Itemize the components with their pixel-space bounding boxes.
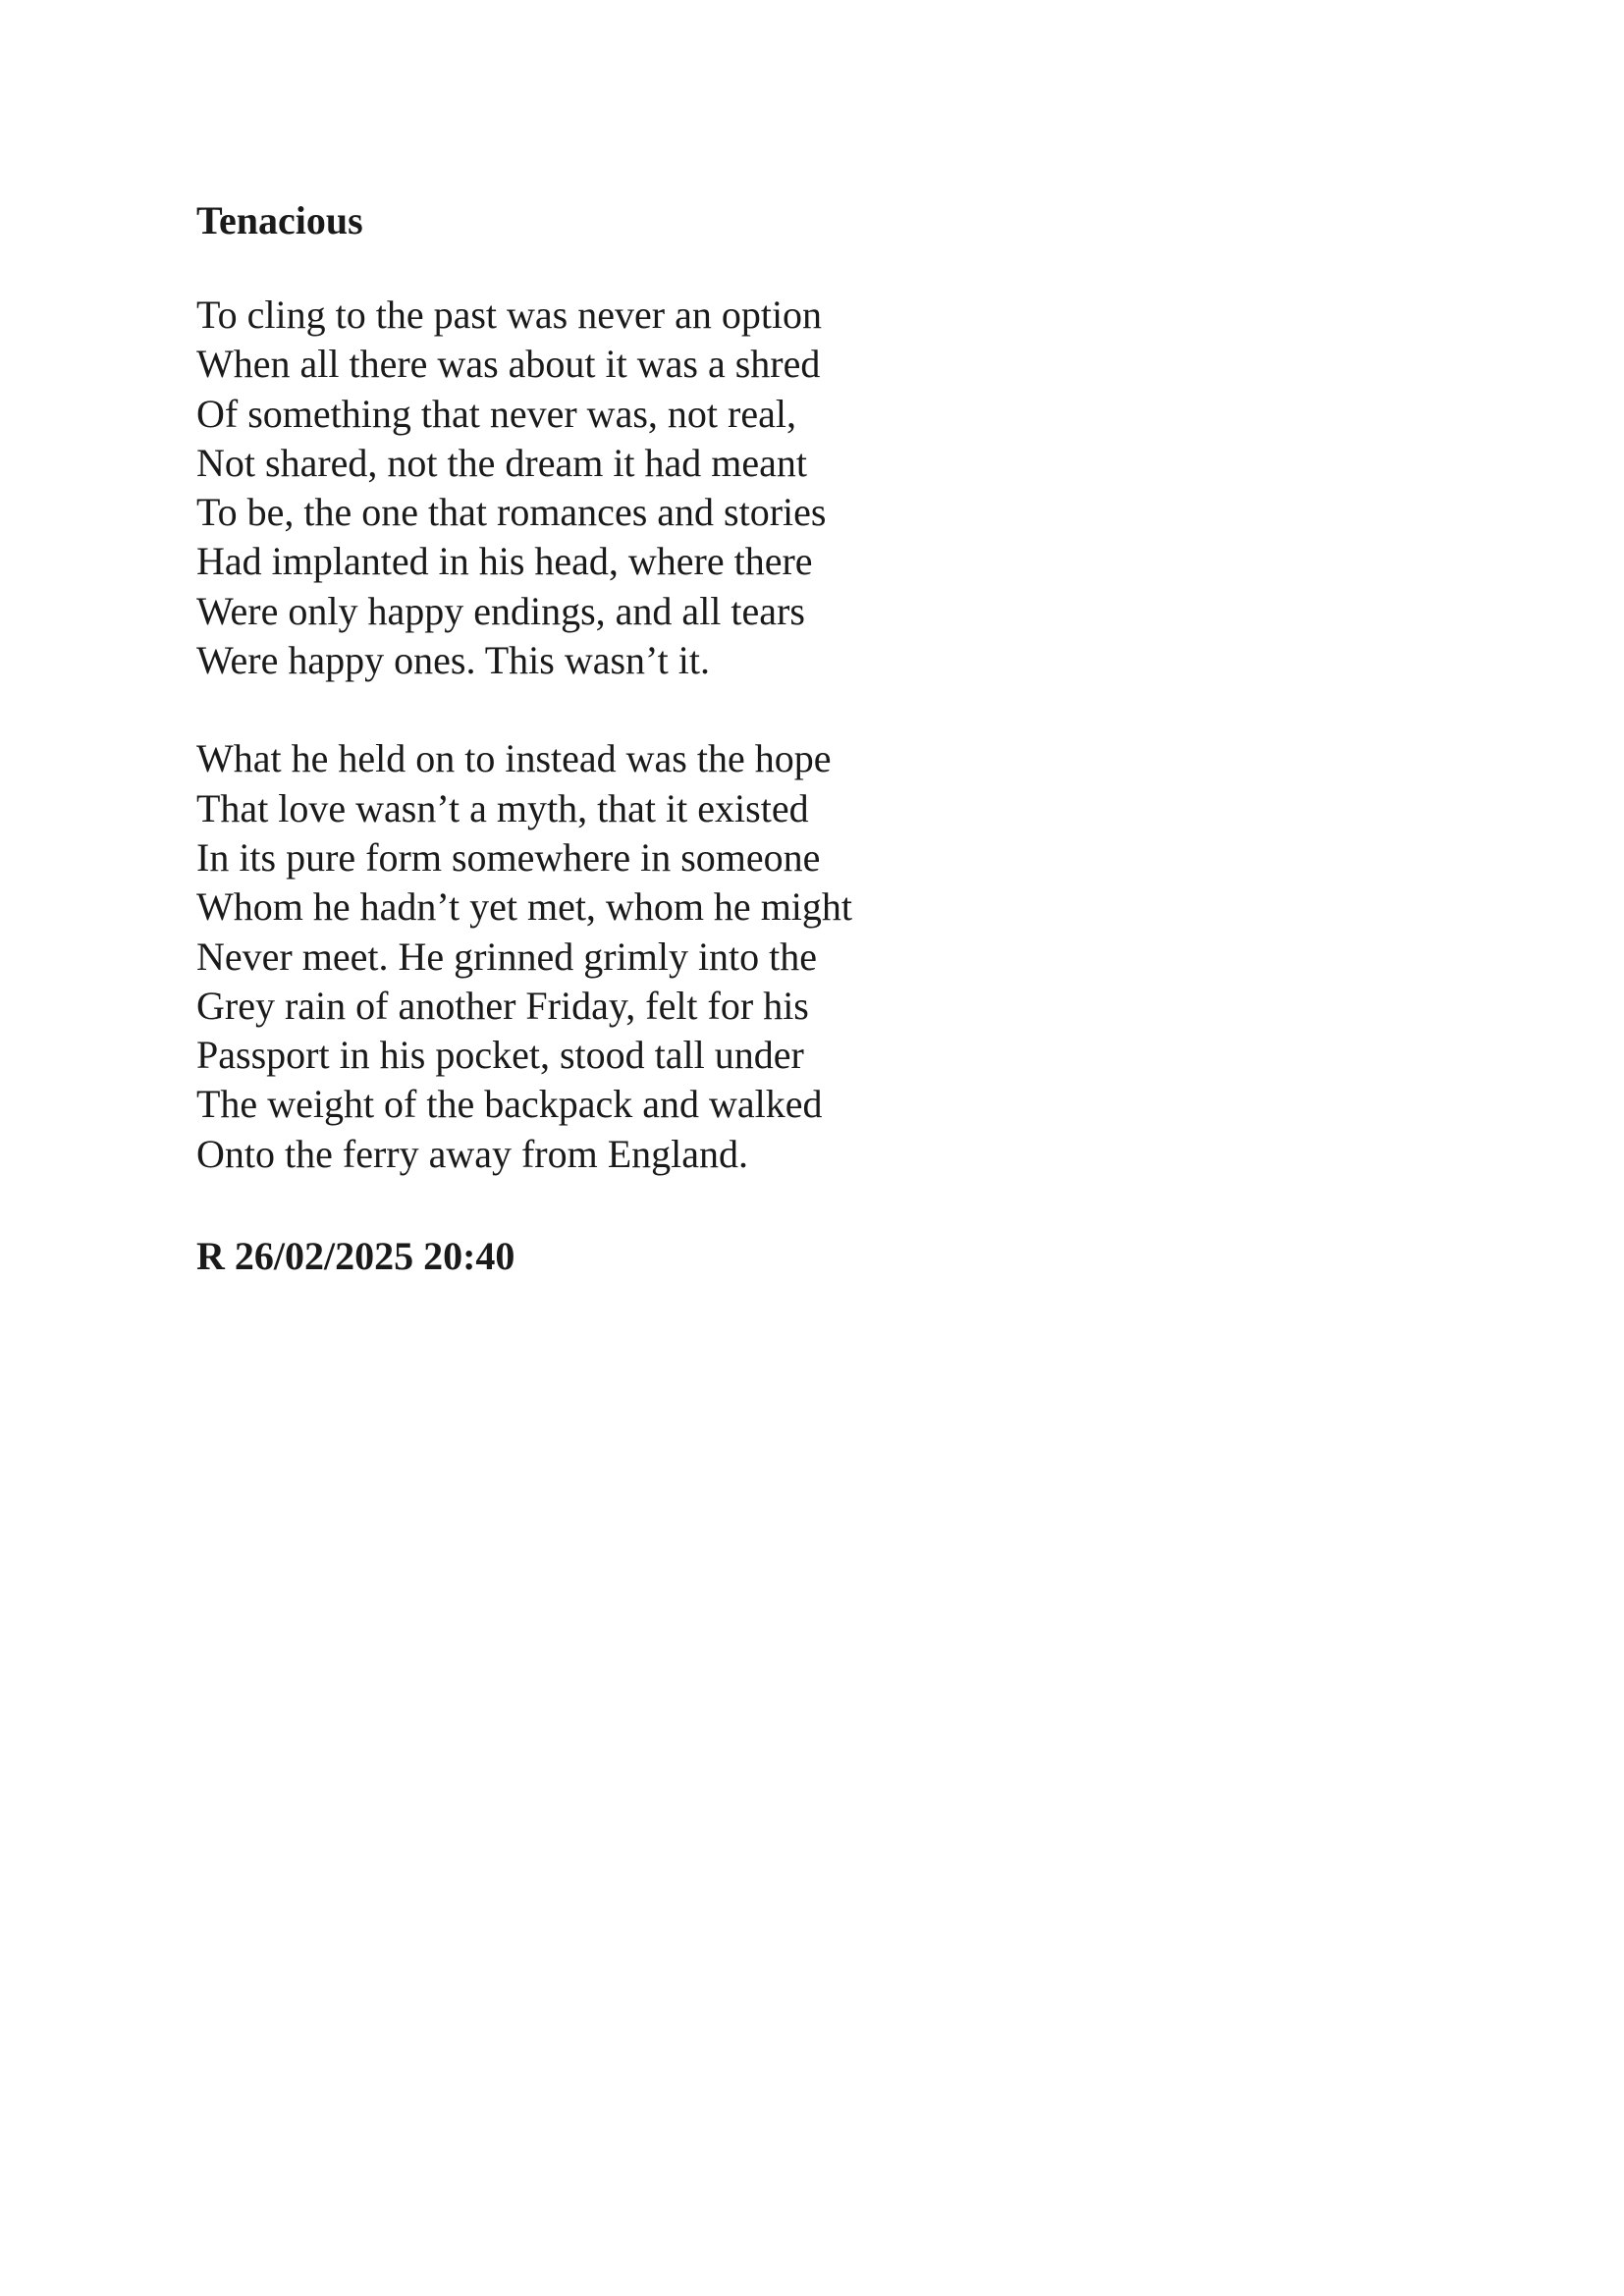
poem-line: In its pure form somewhere in someone <box>196 834 821 880</box>
poem-line: Were only happy endings, and all tears <box>196 588 805 633</box>
poem-line: What he held on to instead was the hope <box>196 736 832 781</box>
poem-line: Not shared, not the dream it had meant <box>196 440 808 485</box>
poem-line: Whom he hadn’t yet met, whom he might <box>196 884 853 930</box>
poem-line: To cling to the past was never an option <box>196 293 823 337</box>
poem-line: Passport in his pocket, stood tall under <box>196 1033 804 1078</box>
poem-line: Grey rain of another Friday, felt for his <box>196 983 809 1028</box>
stanza-2 <box>196 734 1434 1179</box>
poem-line: Of something that never was, not real, <box>196 391 796 436</box>
poem <box>196 192 1434 1285</box>
poem-signature: R 26/02/2025 20:40 <box>196 1234 515 1279</box>
poem-line: When all there was about it was a shred <box>196 342 821 387</box>
poem-line: Onto the ferry away from England. <box>196 1131 749 1176</box>
poem-title: Tenacious <box>196 198 363 242</box>
poem-line: The weight of the backpack and walked <box>196 1082 823 1127</box>
poem-line: Were happy ones. This wasn’t it. <box>196 638 710 683</box>
poem-line: Never meet. He grinned grimly into the <box>196 934 818 979</box>
poem-line: To be, the one that romances and stories <box>196 490 827 535</box>
poem-line: That love wasn’t a myth, that it existed <box>196 785 809 830</box>
poem-line: Had implanted in his head, where there <box>196 539 813 584</box>
stanza-1 <box>196 291 1434 685</box>
